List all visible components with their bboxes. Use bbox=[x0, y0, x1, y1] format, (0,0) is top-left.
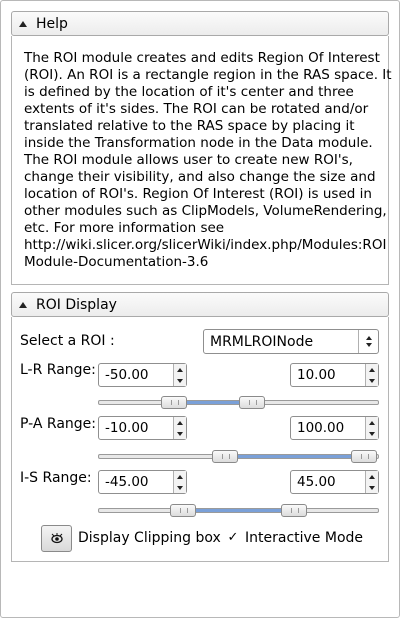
combo-arrows-icon bbox=[358, 330, 378, 353]
help-line: The ROI module allows user to create new ROI's, bbox=[24, 152, 353, 168]
help-line: extents of it's sides. The ROI can be rotated and/or bbox=[24, 101, 369, 117]
is-range-fill bbox=[183, 509, 295, 512]
is-min-handle[interactable] bbox=[170, 504, 196, 517]
help-line: etc. For more information see bbox=[24, 220, 225, 236]
pa-max-spinbox[interactable] bbox=[290, 416, 379, 440]
is-range-slider[interactable] bbox=[98, 508, 379, 513]
spin-up-icon[interactable] bbox=[174, 471, 186, 482]
spin-down-icon[interactable] bbox=[366, 482, 378, 493]
help-line: The ROI module creates and edits Region Of Interest bbox=[24, 50, 380, 66]
pa-min-value: -10.00 bbox=[105, 420, 149, 436]
collapse-arrow-icon bbox=[19, 302, 27, 308]
spin-down-icon[interactable] bbox=[174, 375, 186, 386]
interactive-mode-label: Interactive Mode bbox=[245, 530, 364, 546]
spin-up-icon[interactable] bbox=[366, 471, 378, 482]
lr-range-slider[interactable] bbox=[98, 400, 379, 405]
pa-min-handle[interactable] bbox=[212, 450, 238, 463]
roi-display-collapsible-header[interactable] bbox=[11, 292, 389, 317]
lr-max-handle[interactable] bbox=[239, 396, 265, 409]
help-line: location of ROI's. Region Of Interest (ROI) is used in bbox=[24, 186, 372, 202]
spin-down-icon[interactable] bbox=[366, 428, 378, 439]
help-line: translated relative to the RAS space by placing it bbox=[24, 118, 355, 134]
pa-range-fill bbox=[225, 455, 365, 458]
spin-down-icon[interactable] bbox=[174, 482, 186, 493]
help-line: inside the Transformation node in the Data module. bbox=[24, 135, 373, 151]
lr-range-label: L-R Range: bbox=[20, 362, 96, 378]
help-text bbox=[24, 50, 392, 271]
is-min-spinbox[interactable] bbox=[98, 470, 187, 494]
spin-down-icon[interactable] bbox=[366, 375, 378, 386]
roi-display-header-title: ROI Display bbox=[36, 296, 117, 313]
is-min-value: -45.00 bbox=[105, 474, 149, 490]
display-clipping-toggle-button[interactable] bbox=[41, 525, 72, 552]
lr-max-value: 10.00 bbox=[297, 367, 336, 383]
help-line: change their visibility, and also change the size and bbox=[24, 169, 376, 185]
help-collapsible-header[interactable] bbox=[11, 11, 389, 36]
pa-range-label: P-A Range: bbox=[20, 416, 96, 432]
interactive-mode-checkbox[interactable]: ✓ bbox=[227, 530, 239, 545]
collapse-arrow-icon bbox=[19, 21, 27, 27]
roi-node-selector[interactable] bbox=[203, 329, 379, 354]
roi-node-selected-value: MRMLROINode bbox=[210, 333, 314, 350]
spin-up-icon[interactable] bbox=[366, 364, 378, 375]
lr-min-handle[interactable] bbox=[161, 396, 187, 409]
help-line: Module-Documentation-3.6 bbox=[24, 254, 209, 270]
help-line: is defined by the location of it's center and three bbox=[24, 84, 354, 100]
lr-max-spinbox[interactable] bbox=[290, 363, 379, 387]
lr-min-value: -50.00 bbox=[105, 367, 149, 383]
is-max-handle[interactable] bbox=[281, 504, 307, 517]
spin-up-icon[interactable] bbox=[174, 364, 186, 375]
eye-icon bbox=[50, 533, 64, 545]
select-roi-label: Select a ROI : bbox=[20, 333, 115, 349]
display-clipping-label: Display Clipping box bbox=[78, 530, 221, 546]
spin-down-icon[interactable] bbox=[174, 428, 186, 439]
is-max-value: 45.00 bbox=[297, 474, 336, 490]
pa-range-slider[interactable] bbox=[98, 454, 379, 459]
is-range-label: I-S Range: bbox=[20, 470, 92, 486]
help-link[interactable]: http://wiki.slicer.org/slicerWiki/index.php/Modules:ROI bbox=[24, 237, 387, 253]
lr-min-spinbox[interactable] bbox=[98, 363, 187, 387]
pa-min-spinbox[interactable] bbox=[98, 416, 187, 440]
pa-max-handle[interactable] bbox=[351, 450, 377, 463]
spin-up-icon[interactable] bbox=[366, 417, 378, 428]
pa-max-value: 100.00 bbox=[297, 420, 345, 436]
help-line: other modules such as ClipModels, VolumeRendering, bbox=[24, 203, 387, 219]
help-line: (ROI). An ROI is a rectangle region in the RAS space. It bbox=[24, 67, 392, 83]
help-header-title: Help bbox=[36, 15, 68, 32]
spin-up-icon[interactable] bbox=[174, 417, 186, 428]
is-max-spinbox[interactable] bbox=[290, 470, 379, 494]
